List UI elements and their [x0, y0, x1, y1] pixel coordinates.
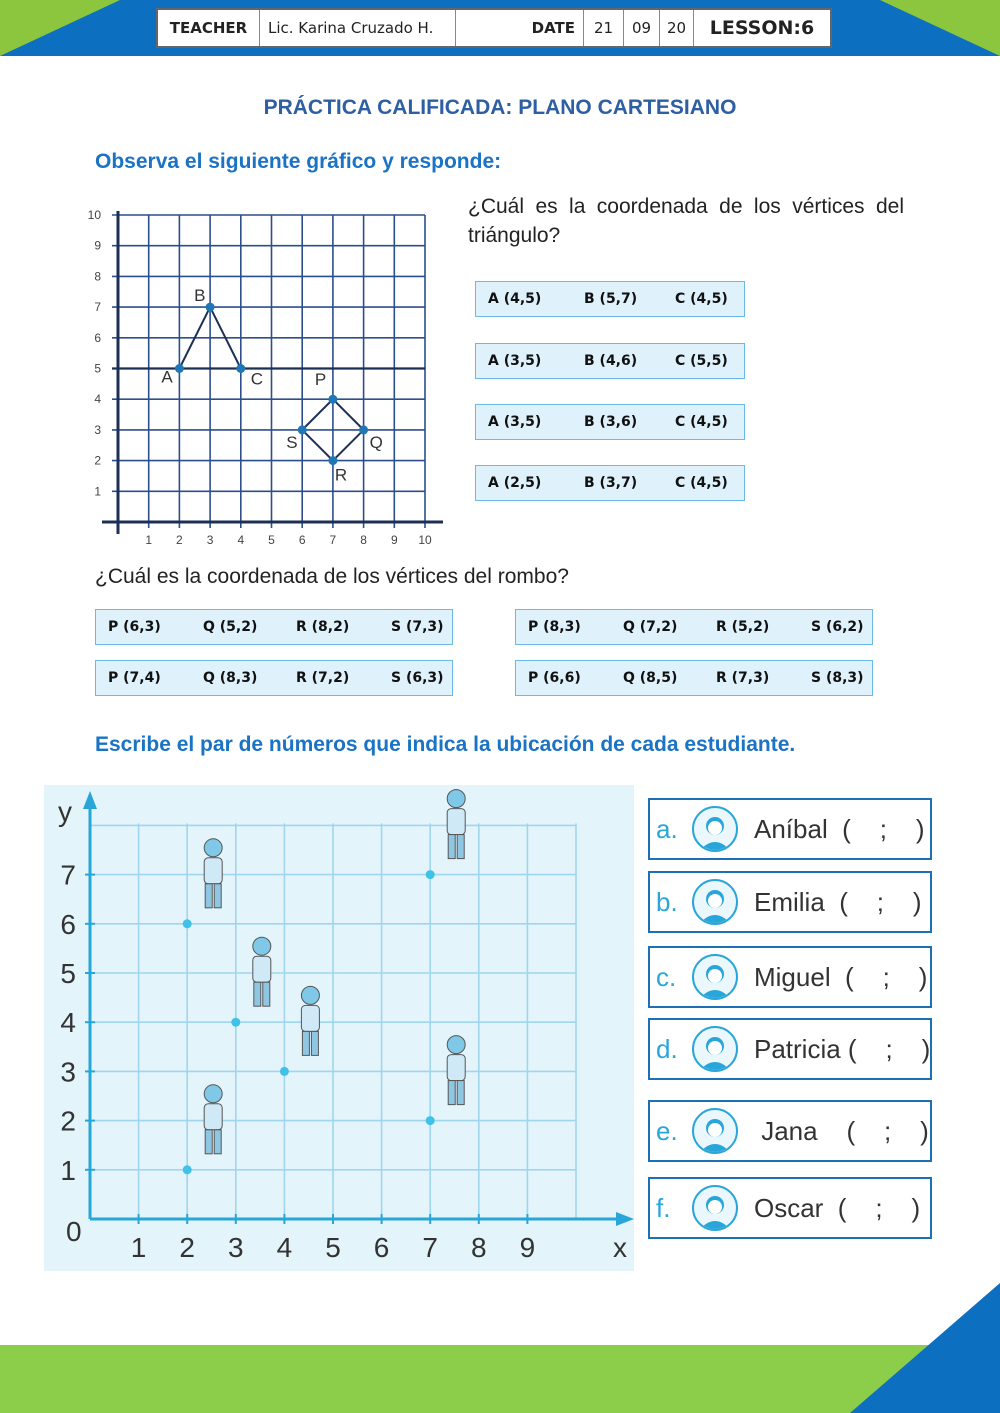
c2-x-tick-label: 4 — [276, 1232, 293, 1263]
option-vertex-a: A (3,5) — [488, 414, 542, 430]
student-leg — [448, 1081, 455, 1105]
c1-y-tick-label: 1 — [94, 484, 101, 499]
triangle-option[interactable] — [475, 281, 745, 317]
student-answer-box[interactable] — [648, 871, 932, 933]
header-right-accent — [880, 0, 1000, 56]
c2-point — [426, 870, 435, 879]
student-letter: c. — [656, 962, 677, 992]
option-vertex-s: S (8,3) — [811, 670, 864, 686]
option-vertex-r: R (7,3) — [716, 670, 770, 686]
option-vertex-s: S (7,3) — [391, 619, 444, 635]
c2-x-tick-label: 6 — [373, 1232, 390, 1263]
c1-point-label: C — [250, 369, 264, 389]
student-head — [204, 1085, 222, 1103]
student-answer-box[interactable] — [648, 798, 932, 860]
c2-point — [231, 1018, 240, 1027]
c1-grid — [112, 215, 425, 528]
section1-heading: Observa el siguiente gráfico y responde: — [95, 150, 502, 173]
student-leg — [205, 1130, 212, 1154]
c2-x-tick-label: 2 — [179, 1232, 195, 1263]
student-name-answer: Oscar ( ; ) — [754, 1193, 921, 1223]
c2-x-tick-label: 5 — [325, 1232, 341, 1263]
c1-x-tick-labels — [145, 533, 432, 547]
c1-x-tick-label: 10 — [418, 533, 432, 547]
cartesian-plane-shapes — [80, 198, 460, 554]
c2-x-axis-label: x — [613, 1232, 627, 1263]
triangle-option[interactable] — [475, 343, 745, 379]
c1-x-tick-label: 1 — [145, 533, 153, 547]
c1-x-tick-label: 7 — [329, 533, 337, 547]
teacher-label: TEACHER — [158, 10, 260, 46]
student-letter: e. — [656, 1116, 678, 1146]
c1-x-tick-label: 4 — [237, 533, 245, 547]
option-vertex-s: S (6,2) — [811, 619, 864, 635]
c1-point — [298, 425, 307, 434]
rhombus-option[interactable] — [515, 609, 873, 645]
student-leg — [457, 1081, 464, 1105]
c1-x-tick-label: 6 — [298, 533, 306, 547]
c1-point-label: P — [314, 370, 327, 390]
c1-point — [175, 364, 184, 373]
c1-y-tick-label: 9 — [94, 238, 101, 253]
date-month: 09 — [624, 10, 660, 46]
student-head — [447, 1036, 465, 1054]
option-vertex-r: R (7,2) — [296, 670, 350, 686]
option-vertex-p: P (8,3) — [528, 619, 581, 635]
footer-corner-accent — [850, 1283, 1000, 1413]
student-name-answer: Aníbal ( ; ) — [754, 814, 925, 844]
option-vertex-p: P (7,4) — [108, 670, 161, 686]
student-avatar-icon — [692, 1108, 738, 1154]
student-body — [253, 956, 271, 982]
student-leg — [448, 835, 455, 859]
date-day: 21 — [584, 10, 624, 46]
option-vertex-b: B (4,6) — [584, 353, 638, 369]
option-vertex-c: C (5,5) — [675, 353, 728, 369]
c2-x-tick-label: 7 — [422, 1232, 438, 1263]
c2-y-tick-label: 4 — [60, 1007, 76, 1039]
student-leg — [311, 1031, 318, 1055]
c2-point — [426, 1116, 435, 1125]
option-vertex-r: R (8,2) — [296, 619, 350, 635]
c2-x-tick-label: 9 — [519, 1232, 536, 1263]
c1-point-label: S — [286, 432, 298, 452]
date-label: DATE — [456, 10, 584, 46]
option-vertex-p: P (6,6) — [528, 670, 581, 686]
option-vertex-a: A (3,5) — [488, 353, 542, 369]
c1-point — [328, 395, 337, 404]
student-answer-box[interactable] — [648, 1177, 932, 1239]
student-name-answer: Emilia ( ; ) — [754, 887, 922, 917]
c2-point — [280, 1067, 289, 1076]
page-title: PRÁCTICA CALIFICADA: PLANO CARTESIANO — [263, 96, 737, 119]
teacher-name: Lic. Karina Cruzado H. — [260, 10, 456, 46]
c2-y-tick-label: 6 — [60, 908, 76, 940]
rhombus-option[interactable] — [95, 660, 453, 696]
option-vertex-c: C (4,5) — [675, 475, 728, 491]
option-vertex-r: R (5,2) — [716, 619, 770, 635]
c1-point — [206, 303, 215, 312]
student-head — [204, 839, 222, 857]
option-vertex-q: Q (8,3) — [203, 670, 258, 686]
option-vertex-c: C (4,5) — [675, 291, 728, 307]
c2-point — [183, 919, 192, 928]
c1-x-tick-label: 9 — [390, 533, 398, 547]
student-head — [253, 937, 271, 955]
c1-y-tick-label: 10 — [87, 208, 101, 222]
student-leg — [457, 835, 464, 859]
header-left-accent — [0, 0, 120, 56]
student-avatar-icon — [692, 806, 738, 852]
c1-y-tick-label: 5 — [94, 361, 101, 376]
student-letter: d. — [656, 1034, 678, 1064]
c1-y-tick-labels — [88, 208, 102, 498]
option-vertex-q: Q (8,5) — [623, 670, 678, 686]
c1-point — [359, 425, 368, 434]
c2-y-tick-label: 5 — [60, 958, 76, 989]
c2-origin-label: 0 — [66, 1216, 82, 1247]
student-body — [447, 809, 465, 835]
student-answer-box[interactable] — [648, 946, 932, 1008]
student-body — [447, 1055, 465, 1081]
student-leg — [214, 884, 221, 908]
c2-y-tick-label: 7 — [60, 859, 76, 891]
option-vertex-q: Q (7,2) — [623, 619, 678, 635]
question-triangle: ¿Cuál es la coordenada de los vértices del triángulo? — [468, 195, 904, 247]
student-leg — [302, 1031, 309, 1055]
student-answer-box[interactable] — [648, 1100, 932, 1162]
c1-y-tick-label: 8 — [94, 269, 101, 284]
c1-y-tick-label: 3 — [94, 422, 101, 437]
c2-x-tick-label: 3 — [228, 1232, 244, 1263]
option-vertex-s: S (6,3) — [391, 670, 444, 686]
c1-y-tick-label: 6 — [94, 330, 101, 345]
rhombus-option[interactable] — [515, 660, 873, 696]
option-vertex-q: Q (5,2) — [203, 619, 258, 635]
student-avatar-icon — [692, 954, 738, 1000]
lesson-label: LESSON:6 — [709, 17, 815, 39]
student-letter: b. — [656, 887, 678, 917]
option-vertex-a: A (4,5) — [488, 291, 542, 307]
triangle-option[interactable] — [475, 465, 745, 501]
option-vertex-c: C (4,5) — [675, 414, 728, 430]
student-body — [204, 858, 222, 884]
c1-y-tick-label: 4 — [94, 392, 101, 407]
student-leg — [214, 1130, 221, 1154]
c2-background — [44, 785, 634, 1271]
c1-point — [236, 364, 245, 373]
c1-y-tick-label: 2 — [94, 453, 101, 468]
c2-x-tick-label: 1 — [130, 1232, 147, 1263]
header-info-table — [156, 8, 832, 48]
student-name-answer: Patricia ( ; ) — [754, 1034, 931, 1064]
c1-point — [328, 456, 337, 465]
c1-x-tick-label: 3 — [206, 533, 214, 547]
student-head — [447, 790, 465, 808]
c1-x-tick-label: 5 — [268, 533, 275, 547]
student-avatar-icon — [692, 1185, 738, 1231]
c1-point-label: B — [194, 286, 206, 306]
c2-x-tick-label: 8 — [471, 1232, 487, 1263]
c2-y-axis-label: y — [58, 796, 72, 827]
triangle-option[interactable] — [475, 404, 745, 440]
c1-y-tick-label: 7 — [94, 300, 101, 315]
student-leg — [205, 884, 212, 908]
student-leg — [263, 982, 270, 1006]
c1-point-label: A — [161, 367, 173, 387]
c1-point-label: R — [334, 465, 348, 485]
question-rhombus: ¿Cuál es la coordenada de los vértices del rombo? — [95, 565, 569, 588]
student-leg — [254, 982, 261, 1006]
student-name-answer: Jana ( ; ) — [754, 1116, 929, 1146]
option-vertex-b: B (3,6) — [584, 414, 638, 430]
c1-axes — [102, 211, 443, 534]
section2-heading: Escribe el par de números que indica la ubicación de cada estudiante. — [95, 733, 796, 756]
student-head — [301, 986, 319, 1004]
c1-point-label: Q — [369, 432, 383, 452]
rhombus-option[interactable] — [95, 609, 453, 645]
student-answer-box[interactable] — [648, 1018, 932, 1080]
c1-x-tick-label: 2 — [176, 533, 183, 547]
c2-y-tick-label: 2 — [60, 1105, 76, 1137]
student-body — [204, 1104, 222, 1130]
student-name-answer: Miguel ( ; ) — [754, 962, 928, 992]
option-vertex-a: A (2,5) — [488, 475, 542, 491]
c2-y-tick-label: 3 — [60, 1056, 76, 1088]
option-vertex-p: P (6,3) — [108, 619, 161, 635]
student-body — [301, 1005, 319, 1031]
option-vertex-b: B (3,7) — [584, 475, 638, 491]
date-year: 20 — [660, 10, 694, 46]
c2-point — [183, 1165, 192, 1174]
c1-x-tick-label: 8 — [360, 533, 367, 547]
student-letter: f. — [656, 1193, 671, 1223]
c2-y-tick-label: 1 — [60, 1154, 76, 1186]
student-letter: a. — [656, 814, 678, 844]
option-vertex-b: B (5,7) — [584, 291, 638, 307]
student-avatar-icon — [692, 1026, 738, 1072]
student-avatar-icon — [692, 879, 738, 925]
student-location-chart — [44, 785, 634, 1271]
